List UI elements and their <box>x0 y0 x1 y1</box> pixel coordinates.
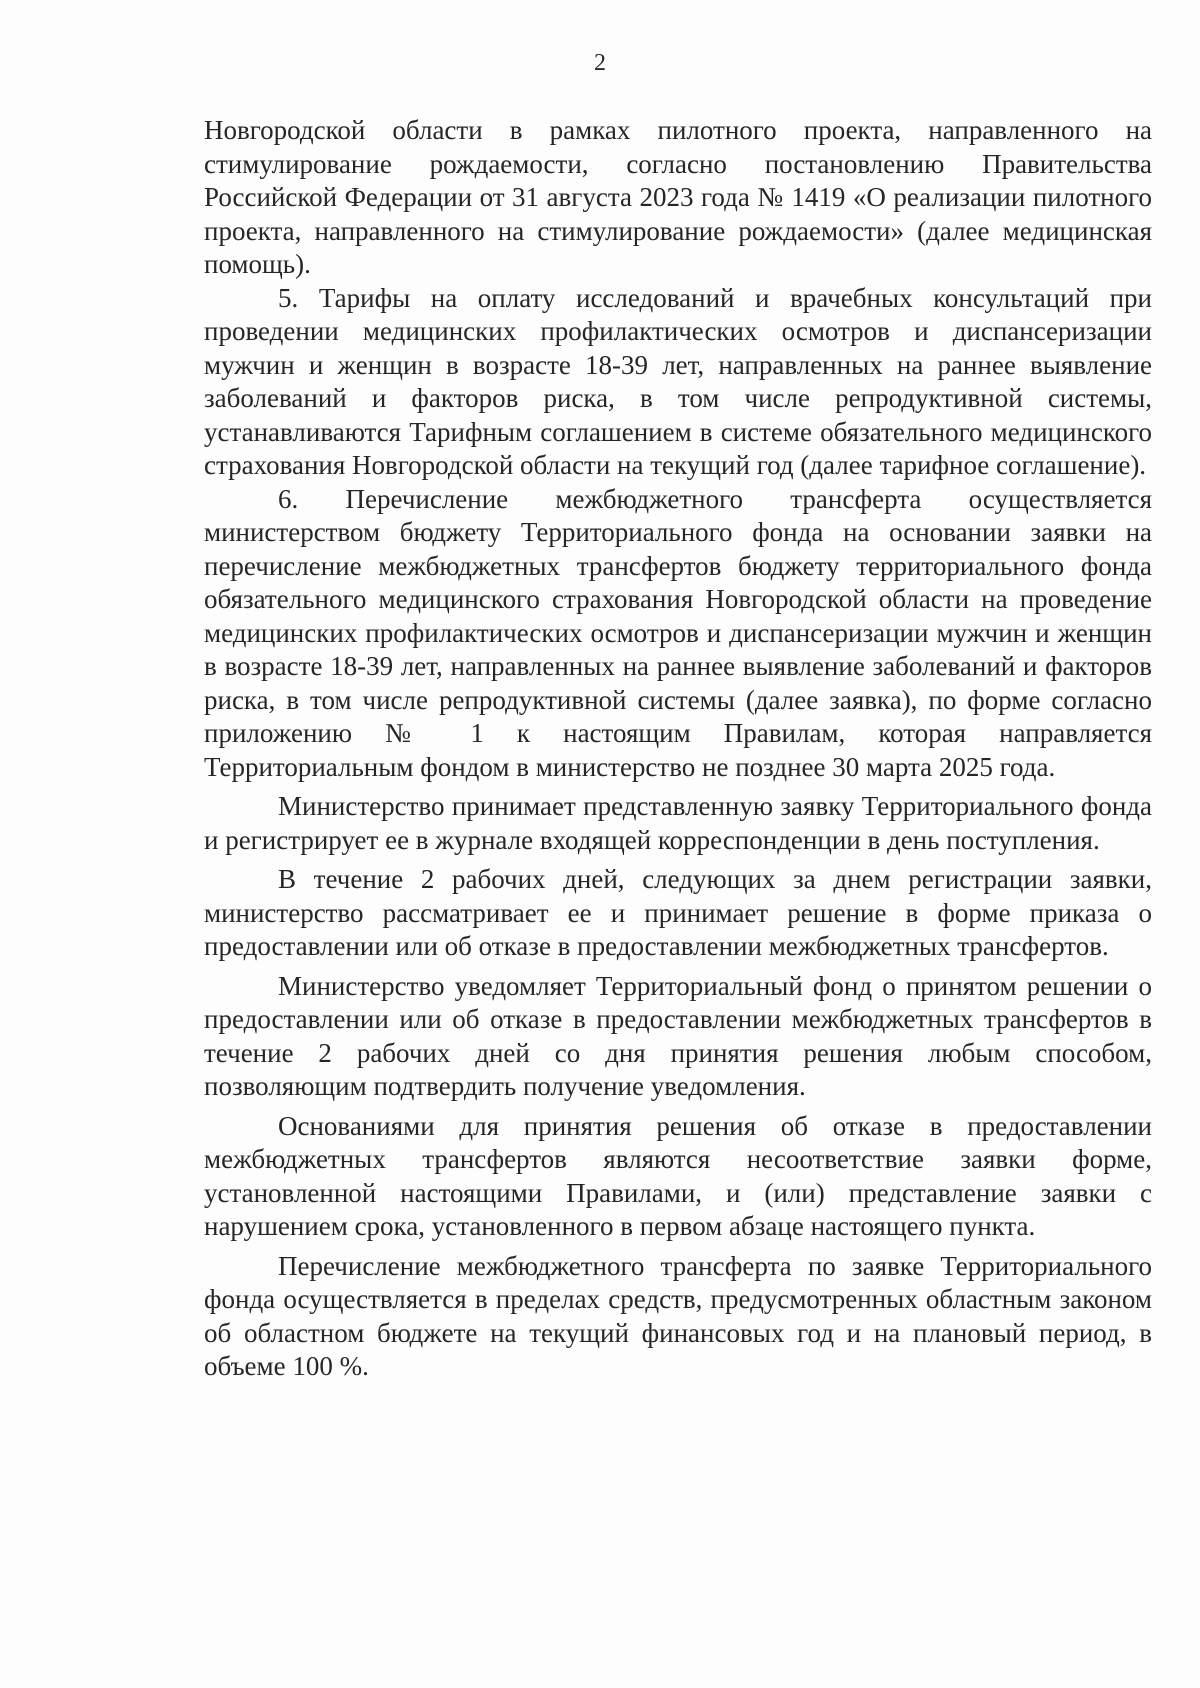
paragraph-refusal-grounds: Основаниями для принятия решения об отказе в предоставлении межбюджетных трансфертов являются несоответствие заявки форме, установленной настоящими Правилами, и (или) представление заявки с нарушением срока, установленного в первом абзаце настоящего пункта. <box>204 1110 1152 1241</box>
page-number: 2 <box>594 50 606 76</box>
paragraph-item-6: 6. Перечисление межбюджетного трансферта осуществляется министерством бюджету Территориального фонда на основании заявки на перечисление межбюджетных трансфертов бюджету территориального фонда обязательного медицинского страхования Новгородской области на проведение медицинских профилактических осмотров и диспансеризации мужчин и женщин в возрасте 18-39 лет, направленных на раннее выявление заболеваний и факторов риска, в том числе репродуктивной системы (далее заявка), по форме согласно приложению № 1 к настоящим Правилам, которая направляется Территориальным фондом в министерство не позднее 30 марта 2025 года. <box>204 483 1152 782</box>
document-body <box>204 114 1152 1384</box>
paragraph-item-5: 5. Тарифы на оплату исследований и врачебных консультаций при проведении медицинских профилактических осмотров и диспансеризации мужчин и женщин в возрасте 18-39 лет, направленных на раннее выявление заболеваний и факторов риска, в том числе репродуктивной системы, устанавливаются Тарифным соглашением в системе обязательного медицинского страхования Новгородской области на текущий год (далее тарифное соглашение). <box>204 282 1152 480</box>
paragraph-review-period: В течение 2 рабочих дней, следующих за днем регистрации заявки, министерство рассматривает ее и принимает решение в форме приказа о предоставлении или об отказе в предоставлении межбюджетных трансфертов. <box>204 864 1152 961</box>
paragraph-transfer-volume: Перечисление межбюджетного трансферта по заявке Территориального фонда осуществляется в пределах средств, предусмотренных областным законом об областном бюджете на текущий финансовых год и на плановый период, в объеме 100 %. <box>204 1250 1152 1381</box>
paragraph-registration: Министерство принимает представленную заявку Территориального фонда и регистрирует ее в журнале входящей корреспонденции в день поступления. <box>204 791 1152 855</box>
paragraph-continuation: Новгородской области в рамках пилотного проекта, направленного на стимулирование рождаемости, согласно постановлению Правительства Российской Федерации от 31 августа 2023 года № 1419 «О реализации пилотного проекта, направленного на стимулирование рождаемости» (далее медицинская помощь). <box>204 115 1152 279</box>
paragraph-notification: Министерство уведомляет Территориальный фонд о принятом решении о предоставлении или об отказе в предоставлении межбюджетных трансфертов в течение 2 рабочих дней со дня принятия решения любым способом, позволяющим подтвердить получение уведомления. <box>204 970 1152 1101</box>
